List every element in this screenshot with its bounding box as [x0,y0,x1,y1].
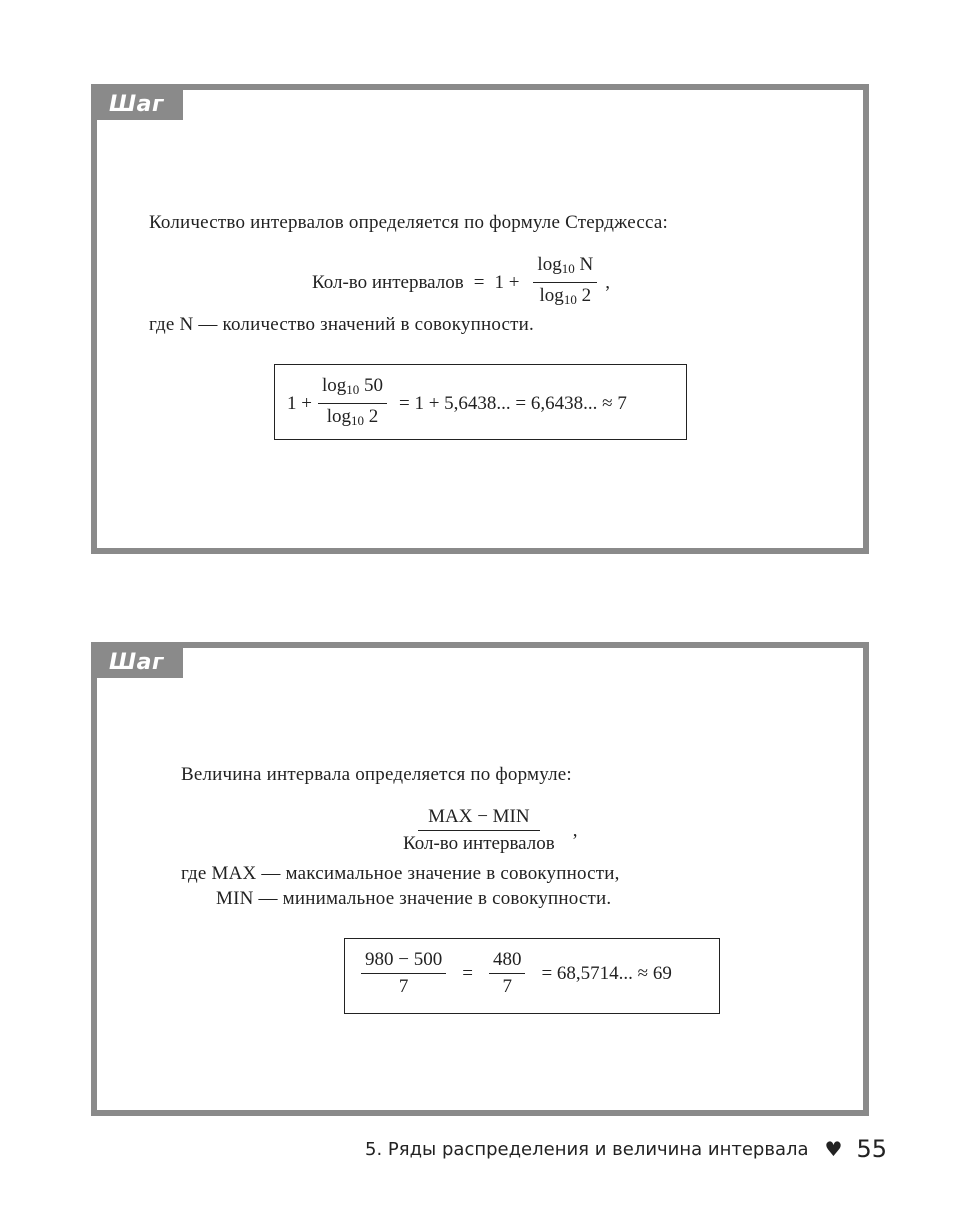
calc-result: = 68,5714... ≈ 69 [541,962,672,984]
calc-fraction-2-denominator: 7 [502,976,512,997]
page-number: 55 [856,1135,887,1163]
calc-eq: = [462,962,473,984]
step-2-where-max: где MAX — максимальное значение в совокупности, [181,863,620,884]
interval-fraction [399,806,559,855]
step-1-calc-box [274,364,687,440]
step-2-calc-box [344,938,720,1014]
chapter-title: 5. Ряды распределения и величина интервала [365,1138,809,1160]
calc-fraction-2-numerator: 480 [489,949,526,974]
formula-eq: = [473,271,485,293]
calc-fraction [318,375,387,432]
step-2-tab: Шаг 2 [97,648,183,678]
step-2-where-min: MIN — минимальное значение в совокупности. [216,888,612,909]
step-2-calc [355,949,672,998]
step-2-panel [91,642,869,1116]
page-footer [365,1135,887,1163]
step-1-where: где N — количество значений в совокупности. [149,314,534,335]
heart-icon: ♥ [824,1137,843,1161]
formula-numerator: $\log_{10} N$ [533,254,597,283]
formula-denominator: $\log_{10} 2$ [539,285,592,307]
interval-numerator: MAX − MIN [418,806,540,831]
sturges-formula [312,254,610,311]
calc-fraction-1 [361,949,446,998]
calc-fraction-1-denominator: 7 [398,976,409,997]
formula-one-plus: 1 + [494,271,520,293]
formula-fraction [533,254,597,311]
step-1-calc [287,375,627,432]
interval-formula [393,806,577,855]
step-1-intro: Количество интервалов определяется по формуле Стерджесса: [149,212,668,233]
interval-denominator: Кол-во интервалов [403,833,555,854]
formula-comma: , [605,271,610,293]
calc-numerator: $\log_{10} 50$ [318,375,387,404]
interval-comma: , [572,819,578,841]
step-2-intro: Величина интервала определяется по формуле: [181,764,572,785]
calc-result: = 1 + 5,6438... = 6,6438... ≈ 7 [399,392,627,414]
calc-fraction-1-numerator: 980 − 500 [361,949,446,974]
calc-fraction-2 [489,949,526,998]
step-1-tab: Шаг 1 [97,90,183,120]
calc-one-plus: 1 + [287,392,312,414]
step-1-panel [91,84,869,554]
calc-denominator: $\log_{10} 2$ [326,406,379,428]
formula-lhs: Кол-во интервалов [312,271,464,293]
